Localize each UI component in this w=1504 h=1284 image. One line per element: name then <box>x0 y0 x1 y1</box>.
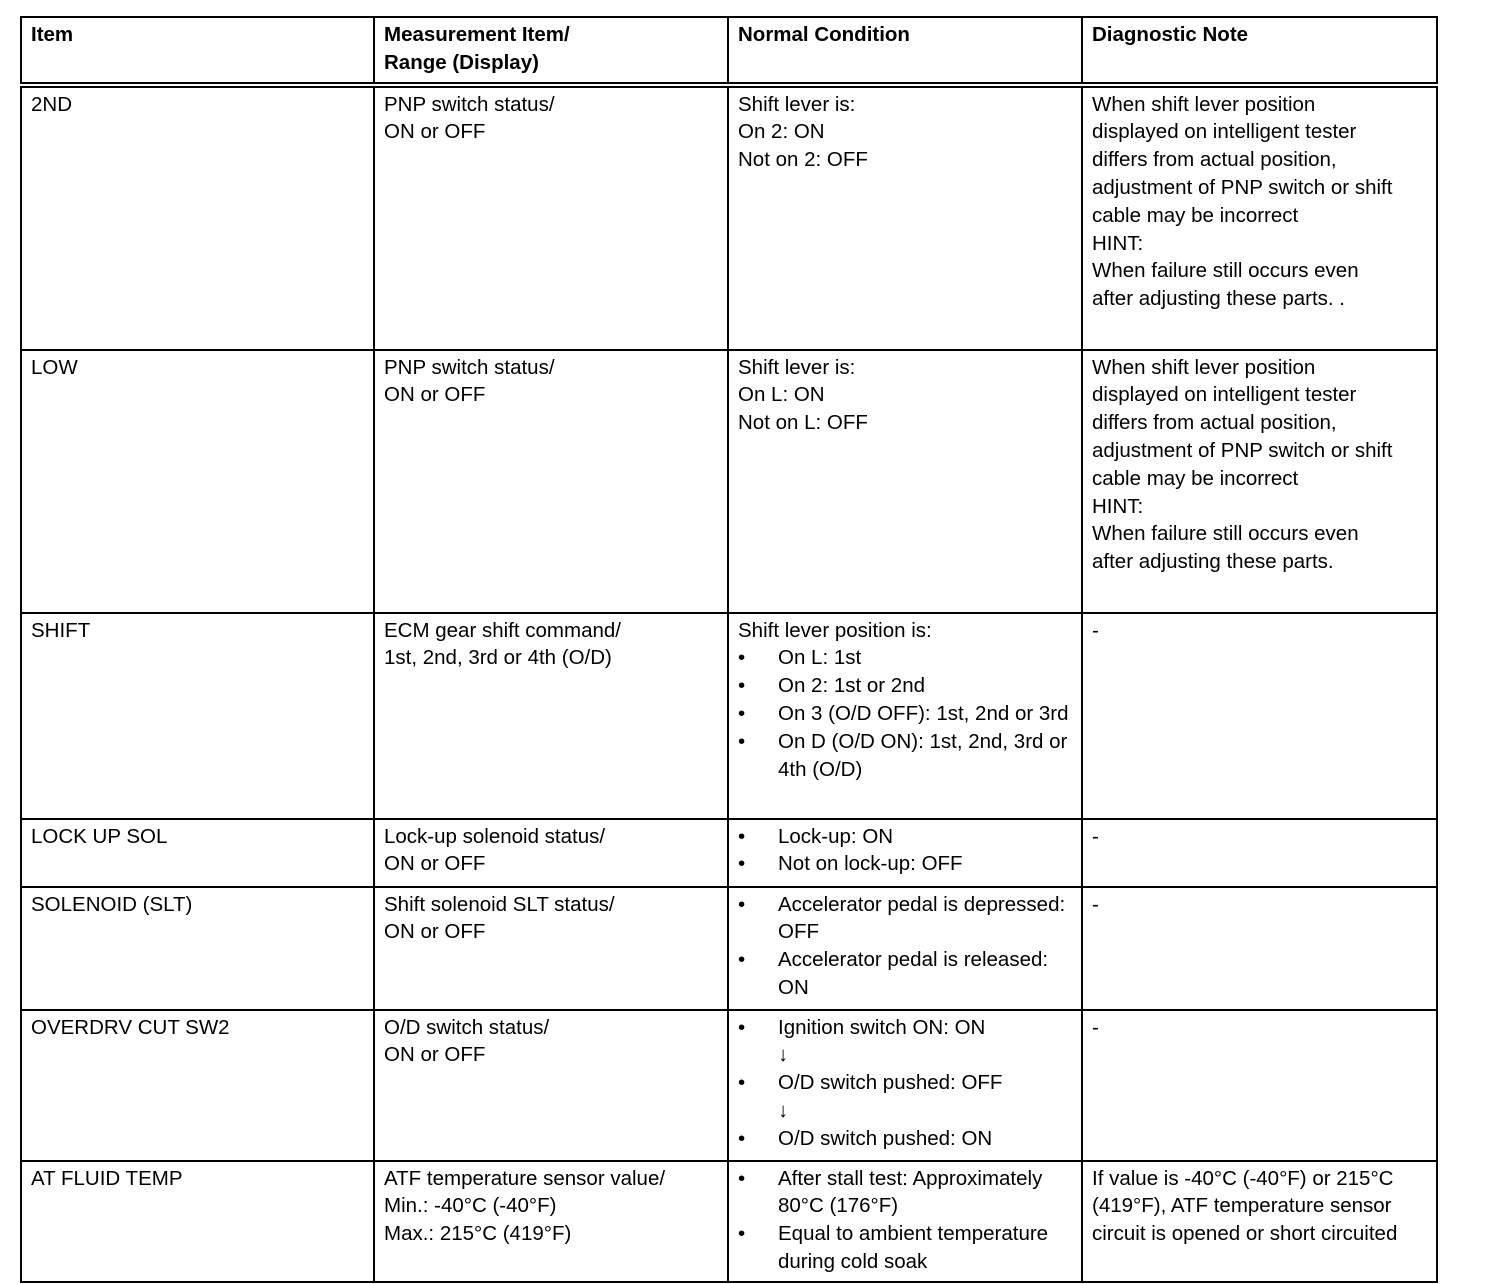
header-measurement: Measurement Item/ Range (Display) <box>374 17 728 85</box>
cell-diagnostic-note: - <box>1082 613 1437 819</box>
table-row <box>21 819 1437 887</box>
cell-item: SOLENOID (SLT) <box>21 887 374 1010</box>
header-normal-condition: Normal Condition <box>728 17 1082 85</box>
bullet-item: • On 3 (O/D OFF): 1st, 2nd or 3rd <box>738 701 1069 725</box>
cell-diagnostic-note: - <box>1082 887 1437 1010</box>
data-list-table <box>20 16 1438 1283</box>
bullet-item: • Lock-up: ON <box>738 824 894 848</box>
cell-diagnostic-note: When shift lever position displayed on intelligent tester differs from actual position, adjustment of PNP switch or shift cable may be incorrect HINT: When failure still occurs even after adjusting these parts. <box>1082 350 1437 613</box>
table-row <box>21 1010 1437 1161</box>
bullet-item: • O/D switch pushed: OFF <box>738 1071 1003 1095</box>
cell-diagnostic-note: - <box>1082 819 1437 887</box>
cell-normal-condition <box>728 819 1082 887</box>
cell-normal-condition: Shift lever is: On L: ON Not on L: OFF <box>728 350 1082 613</box>
bullet-item: • O/D switch pushed: ON <box>738 1126 993 1150</box>
cell-measurement: ATF temperature sensor value/ Min.: -40°C (-40°F) Max.: 215°C (419°F) <box>374 1161 728 1282</box>
cell-measurement: ECM gear shift command/ 1st, 2nd, 3rd or 4th (O/D) <box>374 613 728 819</box>
bullet-item: • Equal to ambient temperature during cold soak <box>738 1222 1049 1273</box>
cell-item: OVERDRV CUT SW2 <box>21 1010 374 1161</box>
cell-measurement: Shift solenoid SLT status/ ON or OFF <box>374 887 728 1010</box>
data-list-page <box>20 16 1436 1283</box>
header-item: Item <box>21 17 374 85</box>
table-row <box>21 613 1437 819</box>
cell-normal-condition: Shift lever is: On 2: ON Not on 2: OFF <box>728 85 1082 350</box>
cell-normal-condition: Shift lever position is: • On L: 1st • On 2: 1st or 2nd • On 3 (O/D OFF): 1st, 2nd or 3rd • On D (O/D ON): 1st, 2nd, 3rd or 4th (O/D) <box>728 613 1082 819</box>
cell-measurement: PNP switch status/ ON or OFF <box>374 85 728 350</box>
cell-diagnostic-note: When shift lever position displayed on intelligent tester differs from actual position, adjustment of PNP switch or shift cable may be incorrect HINT: When failure still occurs even after adjusting these parts. . <box>1082 85 1437 350</box>
cell-diagnostic-note: - <box>1082 1010 1437 1161</box>
cell-item: AT FLUID TEMP <box>21 1161 374 1282</box>
bullet-item: • After stall test: Approximately 80°C (176°F) <box>738 1166 1043 1218</box>
cell-measurement: O/D switch status/ ON or OFF <box>374 1010 728 1161</box>
table-row <box>21 1161 1437 1282</box>
bullet-item: • On 2: 1st or 2nd <box>738 674 926 698</box>
table-header-row <box>21 17 1437 85</box>
bullet-item: • Ignition switch ON: ON <box>738 1015 986 1039</box>
bullet-item: • Not on lock-up: OFF <box>738 852 963 876</box>
bullet-item: • On D (O/D ON): 1st, 2nd, 3rd or 4th (O/D) <box>738 729 1068 781</box>
cell-normal-condition <box>728 1010 1082 1161</box>
bullet-item: • Accelerator pedal is released: ON <box>738 948 1049 999</box>
cell-normal-condition <box>728 887 1082 1010</box>
table-row <box>21 85 1437 350</box>
cell-normal-condition <box>728 1161 1082 1282</box>
bullet-item: • Accelerator pedal is depressed: OFF <box>738 892 1066 944</box>
cell-measurement: PNP switch status/ ON or OFF <box>374 350 728 613</box>
cell-diagnostic-note: If value is -40°C (-40°F) or 215°C (419°F), ATF temperature sensor circuit is opened or short circuited <box>1082 1161 1437 1282</box>
table-row <box>21 887 1437 1010</box>
cell-item: 2ND <box>21 85 374 350</box>
cell-item: LOCK UP SOL <box>21 819 374 887</box>
header-diagnostic-note: Diagnostic Note <box>1082 17 1437 85</box>
cell-item: LOW <box>21 350 374 613</box>
down-arrow-icon: ↓ <box>778 1098 789 1122</box>
bullet-item: • On L: 1st <box>738 646 862 670</box>
down-arrow-icon: ↓ <box>778 1043 789 1067</box>
cell-item: SHIFT <box>21 613 374 819</box>
table-row <box>21 350 1437 613</box>
cell-measurement: Lock-up solenoid status/ ON or OFF <box>374 819 728 887</box>
